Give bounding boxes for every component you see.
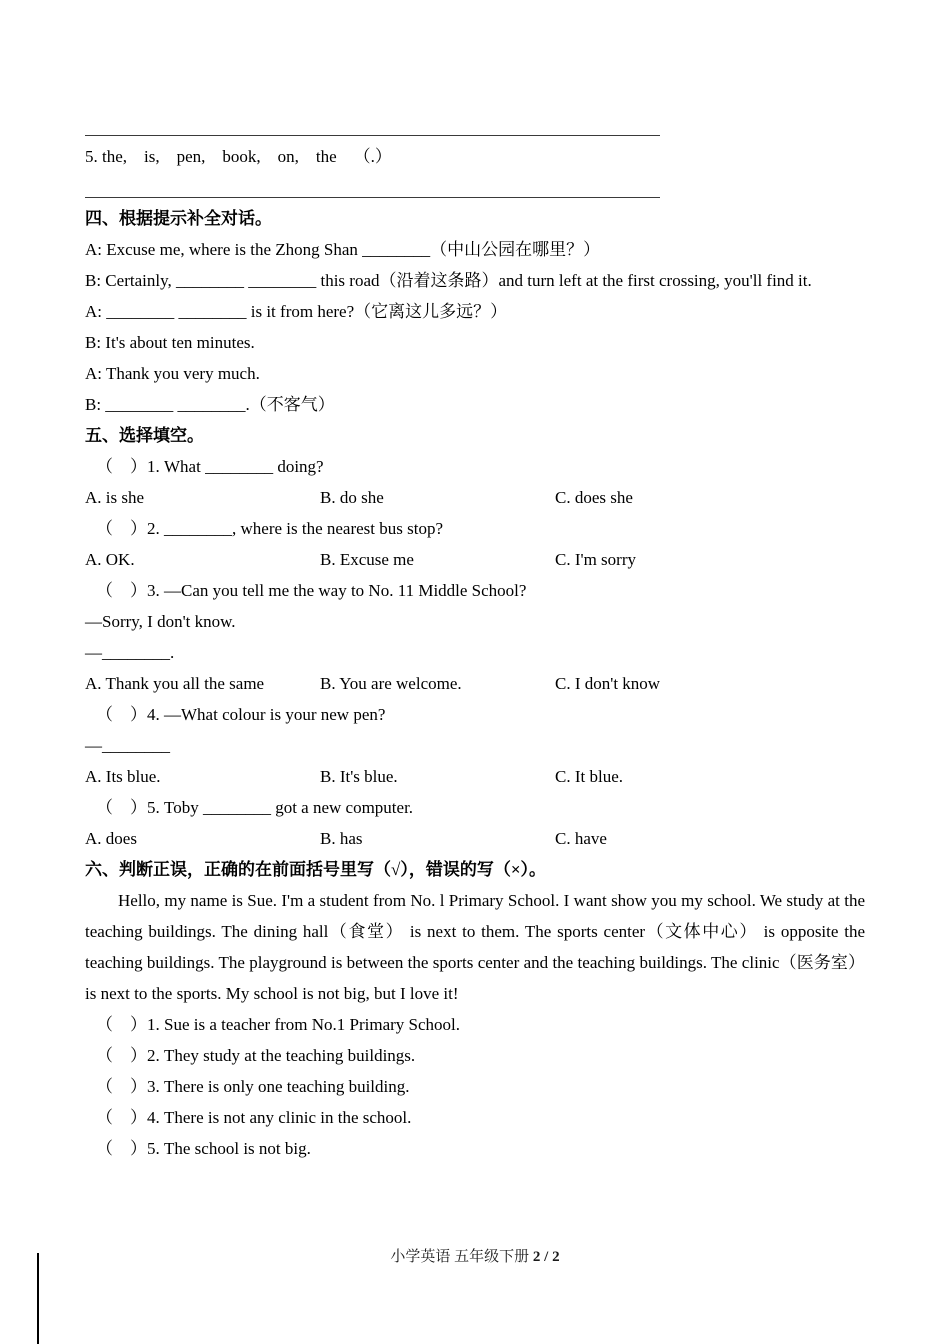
option-c: C. I don't know [555, 674, 661, 693]
dialogue-line: A: Thank you very much. [85, 364, 260, 383]
page-edge-artifact [37, 1253, 39, 1344]
option-b: B. has [320, 829, 363, 848]
answer-blank-line [85, 110, 865, 141]
rearrange-item-5: 5. the, is, pen, book, on, the （.） [85, 147, 392, 166]
question-stem-1: （ ）1. What ________ doing? [96, 457, 324, 476]
option-a: A. Its blue. [85, 767, 161, 786]
dialogue-line: A: ________ ________ is it from here?（它离这儿多远？） [85, 302, 508, 321]
option-b: B. Excuse me [320, 550, 414, 569]
dialogue-line: B: Certainly, ________ ________ this road（沿着这条路）and turn left at the first crossing, you'll find it. [85, 271, 812, 290]
question-stem-5: （ ）5. Toby ________ got a new computer. [96, 798, 414, 817]
option-b: B. do she [320, 488, 384, 507]
option-a: A. does [85, 829, 137, 848]
dialogue-line: B: It's about ten minutes. [85, 333, 255, 352]
section-six-title: 六、判断正误，正确的在前面括号里写（√），错误的写（×）。 [85, 860, 547, 879]
question-stem-4: （ ）4. —What colour is your new pen? [96, 705, 386, 724]
option-c: C. It blue. [555, 767, 623, 786]
options-row-3 [85, 668, 865, 699]
option-a: A. OK. [85, 550, 135, 569]
option-c: C. have [555, 829, 607, 848]
tf-item-2: （ ）2. They study at the teaching buildings. [96, 1046, 416, 1065]
question-stem-3: （ ）3. —Can you tell me the way to No. 11 Middle School? [96, 581, 527, 600]
option-a: A. Thank you all the same [85, 674, 265, 693]
tf-item-5: （ ）5. The school is not big. [96, 1139, 311, 1158]
options-row-4 [85, 761, 865, 792]
page-footer [0, 1245, 950, 1266]
question-follow-line: —________ [85, 736, 170, 755]
option-b: B. It's blue. [320, 767, 398, 786]
page-number: 2 / 2 [532, 1249, 560, 1265]
tf-item-4: （ ）4. There is not any clinic in the school. [96, 1108, 412, 1127]
section-four-title: 四、根据提示补全对话。 [85, 209, 272, 228]
reading-passage: Hello, my name is Sue. I'm a student from No. l Primary School. I want show you my school. We study at the teaching buildings. The dining hall（食堂） is next to them. The sports center（文体中心） is opposite the teaching buildings. The playground is between the sports center and the teaching buildings. The clinic（医务室） is next to the sports. My school is not big, but I love it! [85, 891, 865, 1003]
tf-item-3: （ ）3. There is only one teaching building. [96, 1077, 410, 1096]
dialogue-line: A: Excuse me, where is the Zhong Shan ________（中山公园在哪里？） [85, 240, 601, 259]
options-row-5 [85, 823, 865, 854]
option-c: C. I'm sorry [555, 550, 636, 569]
footer-label: 小学英语 五年级下册 [390, 1249, 533, 1265]
option-a: A. is she [85, 488, 145, 507]
tf-item-1: （ ）1. Sue is a teacher from No.1 Primary School. [96, 1015, 461, 1034]
option-c: C. does she [555, 488, 633, 507]
dialogue-line: B: ________ ________.（不客气） [85, 395, 335, 414]
section-five-title: 五、选择填空。 [85, 426, 204, 445]
option-b: B. You are welcome. [320, 674, 462, 693]
options-row-2 [85, 544, 865, 575]
answer-blank-line [85, 172, 865, 203]
document-page [85, 110, 865, 1164]
question-stem-2: （ ）2. ________, where is the nearest bus stop? [96, 519, 444, 538]
question-follow-line: —________. [85, 643, 175, 662]
question-follow-line: —Sorry, I don't know. [85, 612, 236, 631]
options-row-1 [85, 482, 865, 513]
